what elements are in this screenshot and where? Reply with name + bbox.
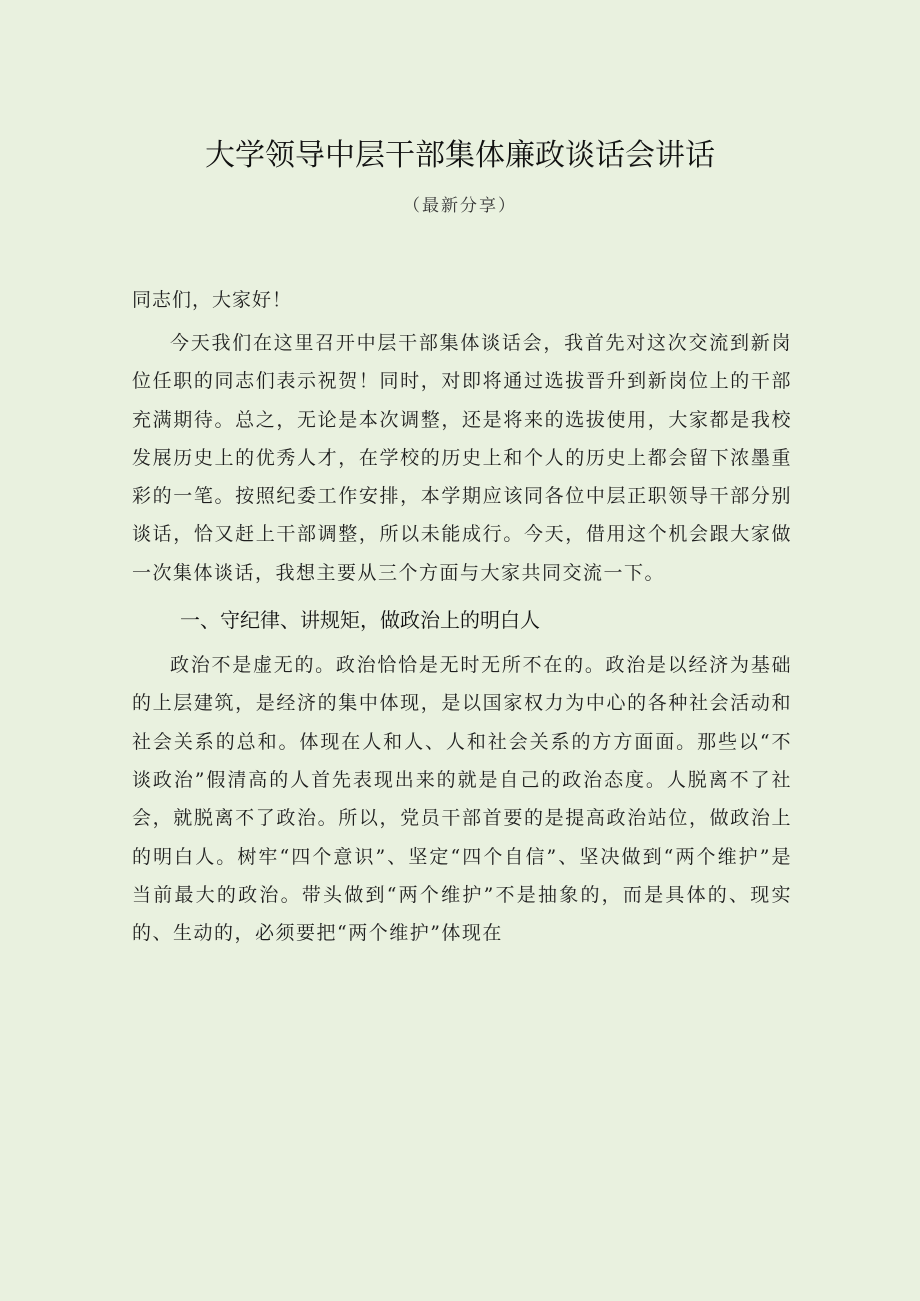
- document-subtitle: （最新分享）: [403, 196, 517, 216]
- greeting: 同志们，大家好！: [132, 289, 293, 311]
- paragraph-politics: 政治不是虚无的。政治恰恰是无时无所不在的。政治是以经济为基础的上层建筑，是经济的集中体现，是以国家权力为中心的各种社会活动和社会关系的总和。体现在人和人、人和社会关系的方方面面。那些以“不谈政治”假清高的人首先表现出来的就是自己的政治态度。人脱离不了社会，就脱离不了政治。所以，党员干部首要的是提高政治站位，做政治上的明白人。树牢“四个意识”、坚定“四个自信”、坚决做到“两个维护”是当前最大的政治。带头做到“两个维护”不是抽象的，而是具体的、现实的、生动的，必须要把“两个维护”体现在: [132, 654, 792, 945]
- document-body: [132, 282, 792, 952]
- document-title: 大学领导中层干部集体廉政谈话会讲话: [205, 138, 715, 173]
- paragraph-intro: 今天我们在这里召开中层干部集体谈话会，我首先对这次交流到新岗位任职的同志们表示祝贺！同时，对即将通过选拔晋升到新岗位上的干部充满期待。总之，无论是本次调整，还是将来的选拔使用，大家都是我校发展历史上的优秀人才，在学校的历史上和个人的历史上都会留下浓墨重彩的一笔。按照纪委工作安排，本学期应该同各位中层正职领导干部分别谈话，恰又赶上干部调整，所以未能成行。今天，借用这个机会跟大家做一次集体谈话，我想主要从三个方面与大家共同交流一下。: [132, 332, 792, 584]
- section-heading-1: 一、守纪律、讲规矩，做政治上的明白人: [180, 608, 540, 633]
